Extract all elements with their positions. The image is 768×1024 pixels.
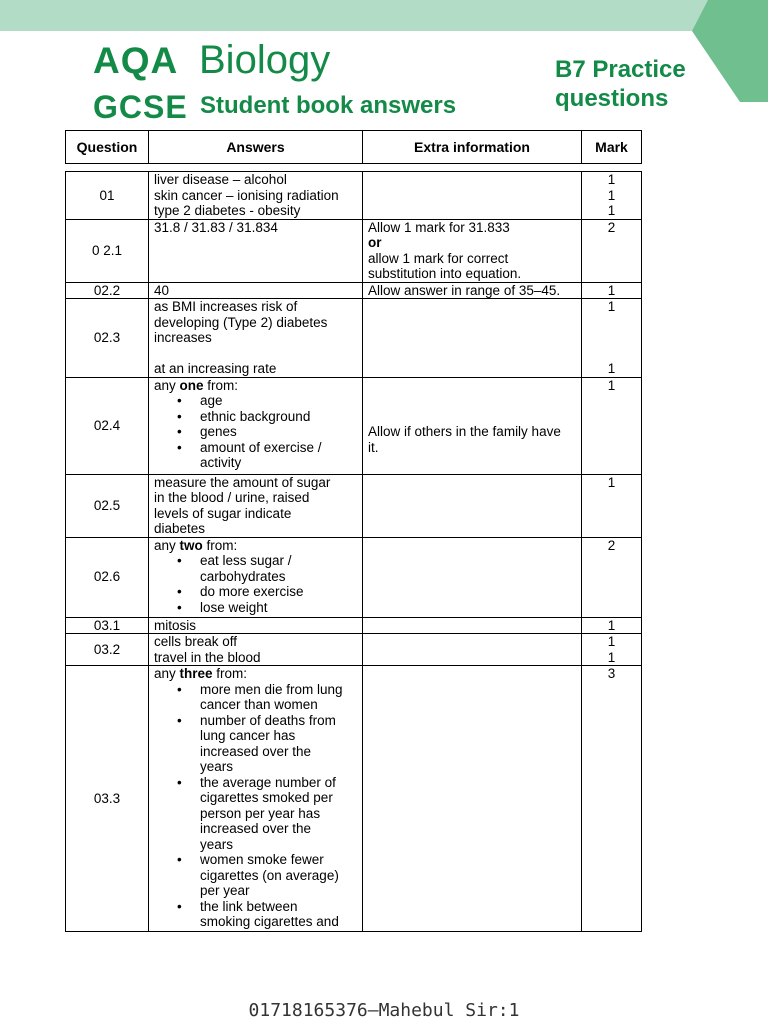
answer-cell bbox=[149, 377, 363, 474]
text-line: allow 1 mark for correct bbox=[368, 250, 509, 266]
bullet-continuation: increased over the bbox=[200, 743, 312, 759]
extra-info-cell bbox=[363, 634, 582, 666]
header-answers: Answers bbox=[149, 131, 363, 164]
answer-cell bbox=[149, 172, 363, 220]
extra-info-cell bbox=[363, 537, 582, 617]
section-title-line1: B7 Practice bbox=[555, 56, 686, 83]
table-row bbox=[66, 537, 642, 617]
extra-info-cell bbox=[363, 299, 582, 378]
extra-info-cell bbox=[363, 377, 582, 474]
question-number: 0 2.1 bbox=[66, 219, 149, 282]
text-line: at an increasing rate bbox=[154, 361, 277, 376]
intro-count-emphasis: two bbox=[179, 537, 203, 553]
bullet-item: • genes bbox=[154, 424, 357, 440]
blank-line bbox=[368, 378, 576, 394]
text-line: as BMI increases risk of bbox=[154, 299, 298, 314]
mark-cell bbox=[582, 219, 642, 282]
question-number: 02.6 bbox=[66, 537, 149, 617]
extra-info-cell bbox=[363, 617, 582, 634]
bullet-item: • eat less sugar / bbox=[154, 553, 357, 569]
text-line: levels of sugar indicate bbox=[154, 505, 292, 521]
bullet-item: • do more exercise bbox=[154, 584, 357, 600]
text-line: Allow 1 mark for 31.833 bbox=[368, 219, 510, 235]
logo-biology: Biology bbox=[199, 38, 331, 82]
header-table bbox=[65, 130, 642, 164]
mark-value: 1 bbox=[607, 172, 616, 187]
bullet-item: • ethnic background bbox=[154, 409, 357, 425]
intro-suffix: from: bbox=[203, 377, 239, 393]
text-line: travel in the blood bbox=[154, 649, 261, 665]
text-line: liver disease – alcohol bbox=[154, 172, 287, 187]
mark-cell bbox=[582, 474, 642, 537]
table-row bbox=[66, 377, 642, 474]
text-line: type 2 diabetes - obesity bbox=[154, 203, 301, 218]
table-row bbox=[66, 617, 642, 634]
document-subtitle: Student book answers bbox=[200, 92, 457, 119]
question-number: 02.5 bbox=[66, 474, 149, 537]
answer-intro-line bbox=[154, 538, 357, 554]
answer-cell bbox=[149, 537, 363, 617]
mark-value: 1 bbox=[607, 474, 616, 490]
answer-cell bbox=[149, 219, 363, 282]
logo-gcse: GCSE bbox=[93, 89, 188, 125]
bullet-continuation: increased over the bbox=[200, 821, 312, 836]
extra-info-cell bbox=[363, 474, 582, 537]
bullet-item: • women smoke fewer bbox=[154, 852, 357, 868]
intro-prefix: any bbox=[154, 377, 180, 393]
bullet-continuation: smoking cigarettes and bbox=[200, 914, 339, 929]
section-title-line2: questions bbox=[555, 85, 669, 112]
text-line: 31.8 / 31.83 / 31.834 bbox=[154, 219, 278, 235]
text-line: diabetes bbox=[154, 521, 206, 536]
table-row bbox=[66, 299, 642, 378]
text-line: it. bbox=[368, 439, 379, 455]
table-row bbox=[66, 634, 642, 666]
bullet-item: • the link between bbox=[154, 899, 357, 915]
header-extra-information: Extra information bbox=[363, 131, 582, 164]
answer-intro-line bbox=[154, 378, 357, 394]
mark-cell bbox=[582, 172, 642, 220]
header-mark: Mark bbox=[582, 131, 642, 164]
table-row bbox=[66, 172, 642, 220]
bullet-continuation: cigarettes (on average) bbox=[200, 867, 339, 883]
answers-table bbox=[65, 171, 642, 932]
bullet-continuation: years bbox=[200, 759, 234, 774]
mark-value: 1 bbox=[607, 617, 616, 633]
mark-value: 2 bbox=[607, 537, 616, 553]
question-number: 01 bbox=[66, 172, 149, 220]
blank-line bbox=[154, 346, 357, 362]
text-line: 40 bbox=[154, 282, 170, 298]
blank-line bbox=[368, 393, 576, 409]
text-line: skin cancer – ionising radiation bbox=[154, 187, 339, 203]
bullet-item: • age bbox=[154, 393, 357, 409]
answer-cell bbox=[149, 634, 363, 666]
answer-cell bbox=[149, 666, 363, 932]
question-number: 02.2 bbox=[66, 282, 149, 299]
intro-suffix: from: bbox=[212, 666, 248, 681]
mark-value: 2 bbox=[607, 219, 616, 235]
text-line: measure the amount of sugar bbox=[154, 474, 331, 490]
text-line: Allow if others in the family have bbox=[368, 424, 561, 439]
intro-suffix: from: bbox=[202, 537, 238, 553]
blank-line bbox=[368, 409, 576, 425]
text-line: mitosis bbox=[154, 617, 197, 633]
table-row bbox=[66, 474, 642, 537]
top-decorative-band bbox=[0, 0, 768, 31]
bullet-continuation: years bbox=[200, 836, 234, 852]
intro-prefix: any bbox=[154, 666, 180, 681]
bullet-continuation: carbohydrates bbox=[200, 568, 286, 584]
answer-cell bbox=[149, 617, 363, 634]
corner-decoration bbox=[692, 0, 768, 102]
answer-intro-line bbox=[154, 666, 357, 682]
bullet-continuation: lung cancer has bbox=[200, 728, 296, 743]
bullet-item: • amount of exercise / bbox=[154, 440, 357, 456]
mark-value: 1 bbox=[607, 634, 616, 649]
header-row bbox=[66, 131, 642, 164]
question-number: 02.3 bbox=[66, 299, 149, 378]
mark-value: 1 bbox=[607, 649, 616, 665]
bullet-continuation: person per year has bbox=[200, 805, 321, 821]
table-row bbox=[66, 219, 642, 282]
bullet-continuation: per year bbox=[200, 883, 250, 898]
answer-cell bbox=[149, 299, 363, 378]
extra-info-cell bbox=[363, 219, 582, 282]
mark-cell bbox=[582, 299, 642, 378]
intro-count-emphasis: three bbox=[179, 666, 213, 681]
table-row bbox=[66, 666, 642, 932]
text-line: cells break off bbox=[154, 634, 238, 649]
mark-cell bbox=[582, 377, 642, 474]
mark-cell bbox=[582, 666, 642, 932]
extra-info-cell bbox=[363, 172, 582, 220]
question-number: 03.3 bbox=[66, 666, 149, 932]
bullet-item: • the average number of bbox=[154, 775, 357, 791]
mark-value: 1 bbox=[607, 187, 616, 203]
question-number: 02.4 bbox=[66, 377, 149, 474]
question-number: 03.1 bbox=[66, 617, 149, 634]
text-line: Allow answer in range of 35–45. bbox=[368, 282, 561, 298]
bullet-item: • lose weight bbox=[154, 600, 357, 616]
table-row bbox=[66, 282, 642, 299]
bullet-item: • number of deaths from bbox=[154, 713, 357, 729]
section-title bbox=[555, 55, 686, 113]
answer-cell bbox=[149, 474, 363, 537]
mark-value: 1 bbox=[607, 377, 616, 393]
logo-aqa: AQA bbox=[93, 40, 179, 81]
mark-value bbox=[582, 315, 641, 331]
intro-count-emphasis: one bbox=[179, 377, 204, 393]
bullet-continuation: cigarettes smoked per bbox=[200, 790, 333, 805]
extra-info-cell bbox=[363, 282, 582, 299]
text-line: or bbox=[368, 235, 382, 250]
bullet-continuation: activity bbox=[200, 455, 242, 470]
mark-value: 1 bbox=[607, 299, 616, 314]
mark-value: 1 bbox=[607, 361, 616, 376]
mark-value bbox=[582, 330, 641, 346]
bullet-item: • more men die from lung bbox=[154, 682, 357, 698]
text-line: substitution into equation. bbox=[368, 266, 522, 281]
text-line: increases bbox=[154, 330, 212, 345]
footer-text: 01718165376–Mahebul Sir:1 bbox=[248, 1000, 520, 1021]
header-question: Question bbox=[66, 131, 149, 164]
mark-value: 1 bbox=[607, 203, 616, 218]
bullet-continuation: cancer than women bbox=[200, 697, 318, 712]
answers-table-body bbox=[66, 172, 642, 932]
extra-info-cell bbox=[363, 666, 582, 932]
text-line: developing (Type 2) diabetes bbox=[154, 314, 328, 330]
question-number: 03.2 bbox=[66, 634, 149, 666]
intro-prefix: any bbox=[154, 537, 180, 553]
mark-cell bbox=[582, 282, 642, 299]
text-line: in the blood / urine, raised bbox=[154, 490, 310, 505]
answer-cell bbox=[149, 282, 363, 299]
mark-cell bbox=[582, 537, 642, 617]
mark-value bbox=[582, 346, 641, 362]
mark-value: 1 bbox=[607, 282, 616, 298]
mark-cell bbox=[582, 634, 642, 666]
mark-cell bbox=[582, 617, 642, 634]
mark-value: 3 bbox=[607, 666, 616, 681]
